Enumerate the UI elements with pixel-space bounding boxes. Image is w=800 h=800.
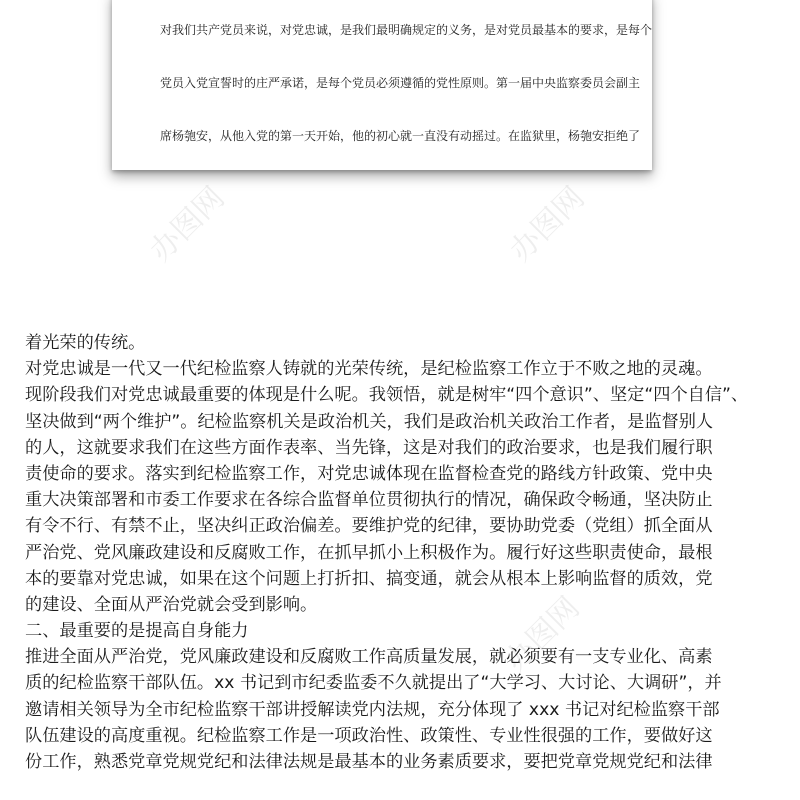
paragraph-line: 邀请相关领导为全市纪检监察干部讲授解读党内法规，充分体现了 xxx 书记对纪检监察干部 [25,699,720,720]
card-line: 党员入党宣誓时的庄严承诺，是每个党员必须遵循的党性原则。第一届中央监察委员会副主 [160,75,641,90]
paragraph-line: 推进全面从严治党，党风廉政建设和反腐败工作高质量发展，就必须要有一支专业化、高素 [25,647,713,668]
paragraph-line: 着光荣的传统。 [25,333,146,353]
card-line: 对我们共产党员来说，对党忠诚，是我们最明确规定的义务，是对党员最基本的要求，是每个 [160,22,652,37]
paragraph-line: 质的纪检监察干部队伍。xx 书记到市纪委监委不久就提出了“大学习、大讨论、大调研”，并 [25,673,722,694]
document-body [25,330,785,775]
paragraph-line: 本的要靠对党忠诚，如果在这个问题上打折扣、搞变通，就会从根本上影响监督的质效，党 [25,568,713,589]
watermark: 办图网 [498,590,587,679]
paragraph-line: 责使命的要求。落实到纪检监察工作，对党忠诚体现在监督检查党的路线方针政策、党中央 [25,463,713,484]
paragraph-line: 对党忠诚是一代又一代纪检监察人铸就的光荣传统，是纪检监察工作立于不败之地的灵魂。 [25,359,713,380]
paragraph-line: 队伍建设的高度重视。纪检监察工作是一项政治性、政策性、专业性很强的工作，要做好这 [25,725,713,746]
paragraph-line: 严治党、党风廉政建设和反腐败工作，在抓早抓小上积极作为。履行好这些职责使命，最根 [25,542,713,563]
paragraph-line: 有令不行、有禁不止，坚决纠正政治偏差。要维护党的纪律，要协助党委（党组）抓全面从 [25,516,713,537]
paragraph-line: 坚决做到“两个维护”。纪检监察机关是政治机关，我们是政治机关政治工作者，是监督别人 [25,411,714,432]
card-line: 席杨匏安，从他入党的第一天开始，他的初心就一直没有动摇过。在监狱里，杨匏安拒绝了 [160,129,641,144]
paragraph-line: 现阶段我们对党忠诚最重要的体现是什么呢。我领悟，就是树牢“四个意识”、坚定“四个自信”、 [25,385,749,406]
card-paragraph [160,0,652,170]
paragraph-line: 重大决策部署和市委工作要求在各综合监督单位贯彻执行的情况，确保政令畅通，坚决防止 [25,490,713,511]
section-heading: 二、最重要的是提高自身能力 [25,621,249,642]
watermark: 办图网 [143,180,232,269]
document-page-card [112,0,652,170]
paragraph-line: 份工作，熟悉党章党规党纪和法律法规是最基本的业务素质要求，要把党章党规党纪和法律 [25,752,713,772]
paragraph-line: 的建设、全面从严治党就会受到影响。 [25,594,318,615]
watermark: 办图网 [503,180,592,269]
paragraph-line: 的人，这就要求我们在这些方面作表率、当先锋，这是对我们的政治要求，也是我们履行职 [25,437,713,458]
